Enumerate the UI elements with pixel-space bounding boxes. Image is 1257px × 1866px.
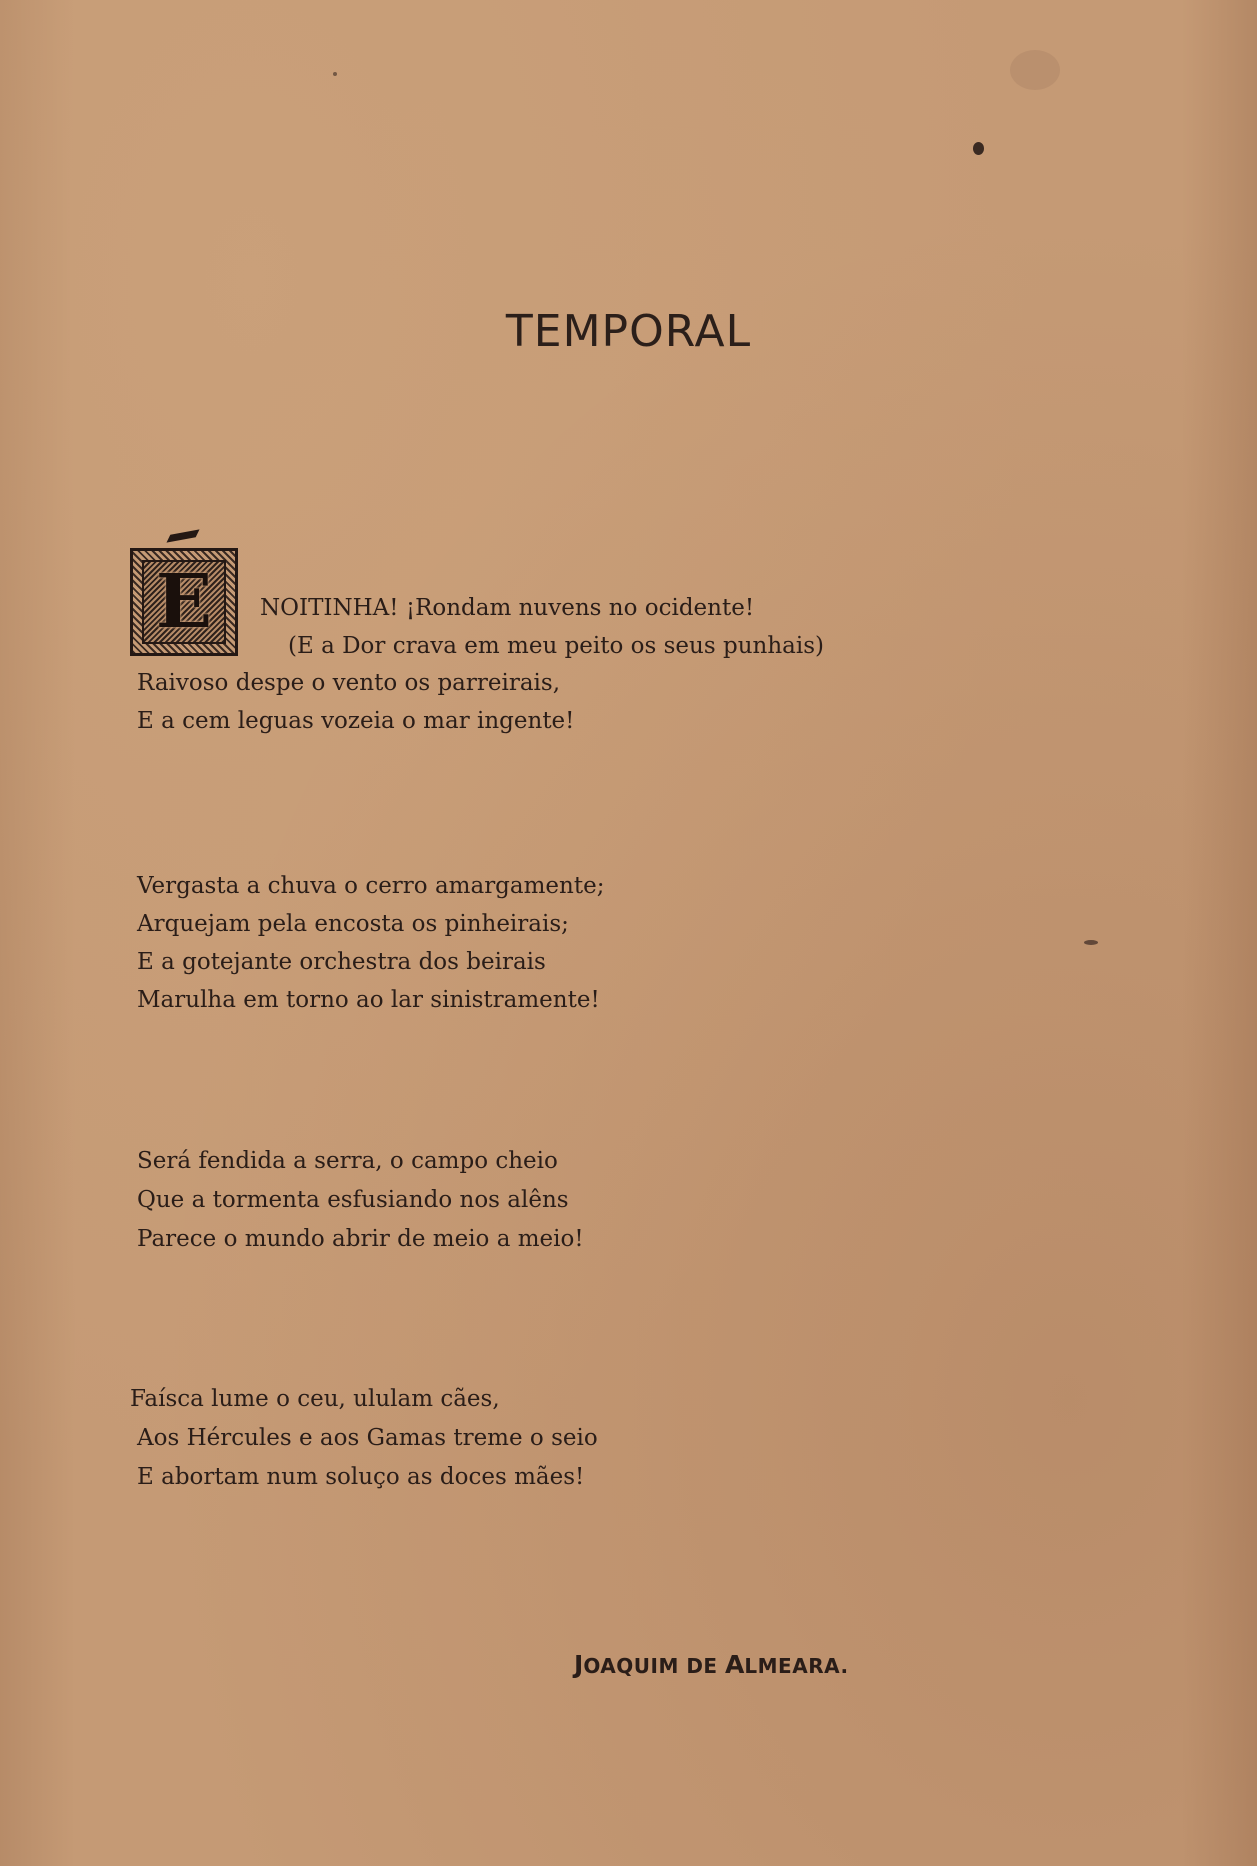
- signature-initial: J: [574, 1650, 584, 1679]
- poem-line: Arquejam pela encosta os pinheirais;: [137, 911, 569, 937]
- poem-line: Que a tormenta esfusiando nos alêns: [137, 1187, 569, 1213]
- signature-first-name: OAQUIM: [583, 1654, 679, 1678]
- drop-cap: [130, 548, 238, 656]
- author-signature: [574, 1650, 849, 1679]
- poem-title: TEMPORAL: [505, 306, 752, 357]
- drop-cap-letter: E: [155, 559, 213, 645]
- poem-line: Aos Hércules e aos Gamas treme o seio: [137, 1425, 598, 1451]
- poem-line: E a cem leguas vozeia o mar ingente!: [137, 708, 575, 734]
- poem-line: Raivoso despe o vento os parreirais,: [137, 670, 561, 696]
- poem-line: Vergasta a chuva o cerro amargamente;: [137, 873, 605, 899]
- poem-line: Faísca lume o ceu, ululam cães,: [130, 1386, 500, 1412]
- poem-line: Parece o mundo abrir de meio a meio!: [137, 1226, 584, 1252]
- poem-line: E a gotejante orchestra dos beirais: [137, 949, 546, 975]
- ink-speck: [333, 72, 337, 76]
- ink-speck: [973, 142, 984, 155]
- poem-line: (E a Dor crava em meu peito os seus punhais): [288, 633, 824, 659]
- poem-line: Marulha em torno ao lar sinistramente!: [137, 987, 600, 1013]
- signature-last-name: LMEARA.: [744, 1654, 849, 1678]
- ink-speck: [1084, 940, 1098, 945]
- poem-line: E abortam num soluço as doces mães!: [137, 1464, 585, 1490]
- poem-line: NOITINHA! ¡Rondam nuvens no ocidente!: [260, 595, 755, 621]
- signature-initial: A: [725, 1650, 745, 1679]
- signature-particle: DE: [686, 1654, 718, 1678]
- ink-speck: [1010, 50, 1060, 90]
- drop-cap-accent: [166, 529, 199, 542]
- poem-line: Será fendida a serra, o campo cheio: [137, 1148, 558, 1174]
